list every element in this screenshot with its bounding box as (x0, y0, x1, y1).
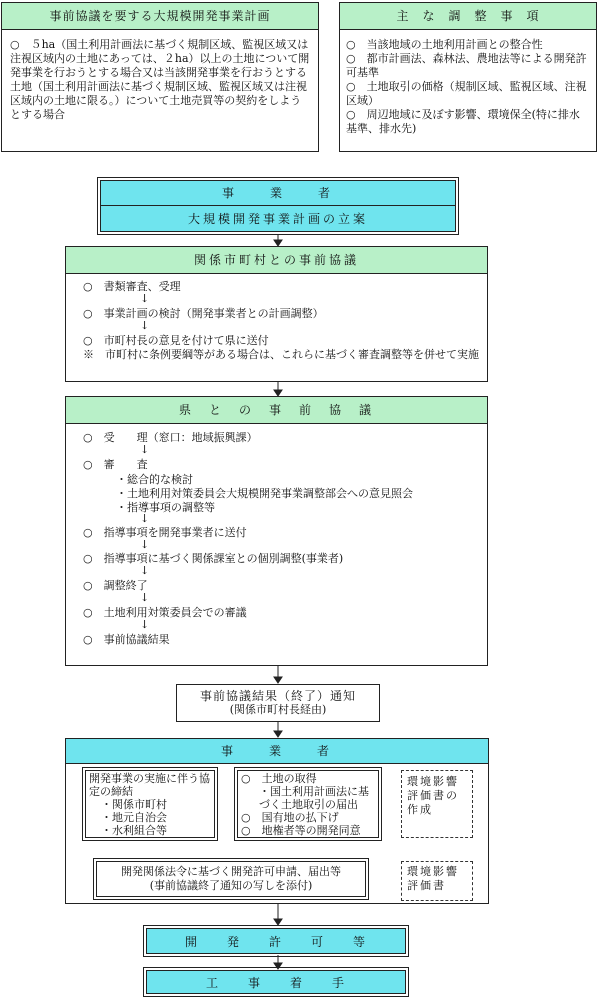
land-step: ○ 土地の取得 (241, 772, 317, 785)
arrow-down-icon: ↓ (140, 292, 150, 305)
land-sub-step: ・国土利用計画法に基づく土地取引の届出 (259, 785, 369, 811)
consultation-result-notice (176, 684, 380, 722)
prefecture-step: ○ 事前協議結果 (83, 633, 170, 646)
arrow-down-icon: ↓ (140, 512, 150, 525)
prefecture-step: ○ 受 理（窓口：地域振興課） (83, 431, 258, 444)
review-sub-item: ・指導事項の調整等 (116, 501, 215, 514)
adjustment-items-title: 主 な 調 整 事 項 (340, 3, 596, 30)
municipal-step: ○ 書類審査、受理 (83, 280, 181, 293)
prefecture-consultation-box (65, 396, 488, 666)
review-sub-item: ・総合的な検討 (116, 473, 193, 486)
environmental-assessment-creation: 環境影響評価書の作成 (401, 770, 473, 838)
prefecture-step: ○ 調整終了 (83, 579, 148, 592)
business-operator-box (100, 180, 456, 232)
notice-title: 事前協議結果（終了）通知 (199, 689, 356, 703)
application-title: 開発関係法令に基づく開発許可申請、届出等 (121, 865, 341, 878)
permit-application-box (96, 861, 366, 897)
large-scale-plan-title: 事前協議を要する大規模開発事業計画 (2, 3, 318, 30)
prefecture-step: ○ 審 査 (83, 458, 148, 471)
arrow-down-icon: ↓ (140, 538, 150, 551)
development-permit-box: 開 発 許 可 等 (146, 928, 406, 954)
business-operator-title: 事 業 者 (101, 181, 455, 206)
prefecture-consultation-title: 県 と の 事 前 協 議 (66, 397, 487, 424)
large-scale-plan-text: ○ ５ha（国土利用計画法に基づく規制区域、監視区域又は注視区域内の土地にあっては、２ha）以上の土地について開発事業を行おうとする場合又は当該開発事業を行おうとする土地（国土利用計画法に基づく規制区域、監視区域又は注視区域内の土地に限る。）について土地売買等の契約をしようとする場合 (10, 38, 310, 121)
environmental-assessment-document: 環境影響評価書 (401, 861, 473, 901)
prefecture-step: ○ 指導事項を開発事業者に送付 (83, 526, 247, 539)
prefecture-step: ○ 土地利用対策委員会での審議 (83, 606, 247, 619)
arrow-down-icon: ↓ (140, 564, 150, 577)
agreement-box (85, 770, 215, 838)
business-operator-title-2: 事 業 者 (66, 739, 488, 764)
adjustment-item: ○ 土地取引の価格（規制区域、監視区域、注視区域） (346, 80, 587, 107)
agreement-party: ・関係市町村 (101, 798, 167, 811)
land-acquisition-box (237, 770, 379, 838)
land-step: ○ 地権者等の開発同意 (241, 824, 361, 837)
municipal-step: ○ 市町村長の意見を付けて県に送付 (83, 334, 269, 347)
land-step: ○ 国有地の払下げ (241, 811, 339, 824)
arrow-down-icon: ↓ (140, 443, 150, 456)
arrow-down-icon: ↓ (140, 618, 150, 631)
arrow-down-icon: ↓ (140, 591, 150, 604)
adjustment-item: ○ 当該地域の土地利用計画との整合性 (346, 38, 543, 51)
construction-start-box: 工 事 着 手 (146, 970, 406, 994)
plan-drafting-label: 大規模開発事業計画の立案 (187, 212, 368, 226)
municipal-consultation-box (65, 246, 488, 382)
adjustment-item: ○ 都市計画法、森林法、農地法等による開発許可基準 (346, 52, 587, 79)
notice-subtitle: (関係市町村長経由) (229, 703, 327, 716)
arrow-down-icon: ↓ (140, 319, 150, 332)
municipal-note: ※ 市町村に条例要綱等がある場合は、これらに基づく審査調整等を併せて実施 (83, 348, 479, 361)
agreement-party: ・水利組合等 (101, 824, 167, 837)
municipal-consultation-title: 関係市町村との事前協議 (66, 247, 487, 274)
review-sub-item: ・土地利用対策委員会大規模開発事業調整部会への意見照会 (116, 487, 413, 500)
municipal-step: ○ 事業計画の検討（開発事業者との計画調整） (83, 307, 324, 320)
application-note: (事前協議終了通知の写しを添付) (149, 879, 313, 892)
prefecture-step: ○ 指導事項に基づく関係課室との個別調整(事業者) (83, 552, 344, 565)
adjustment-item: ○ 周辺地域に及ぼす影響、環境保全(特に排水基準、排水先) (346, 108, 580, 135)
agreement-party: ・地元自治会 (101, 811, 167, 824)
agreement-title: 開発事業の実施に伴う協定の締結 (89, 772, 210, 798)
